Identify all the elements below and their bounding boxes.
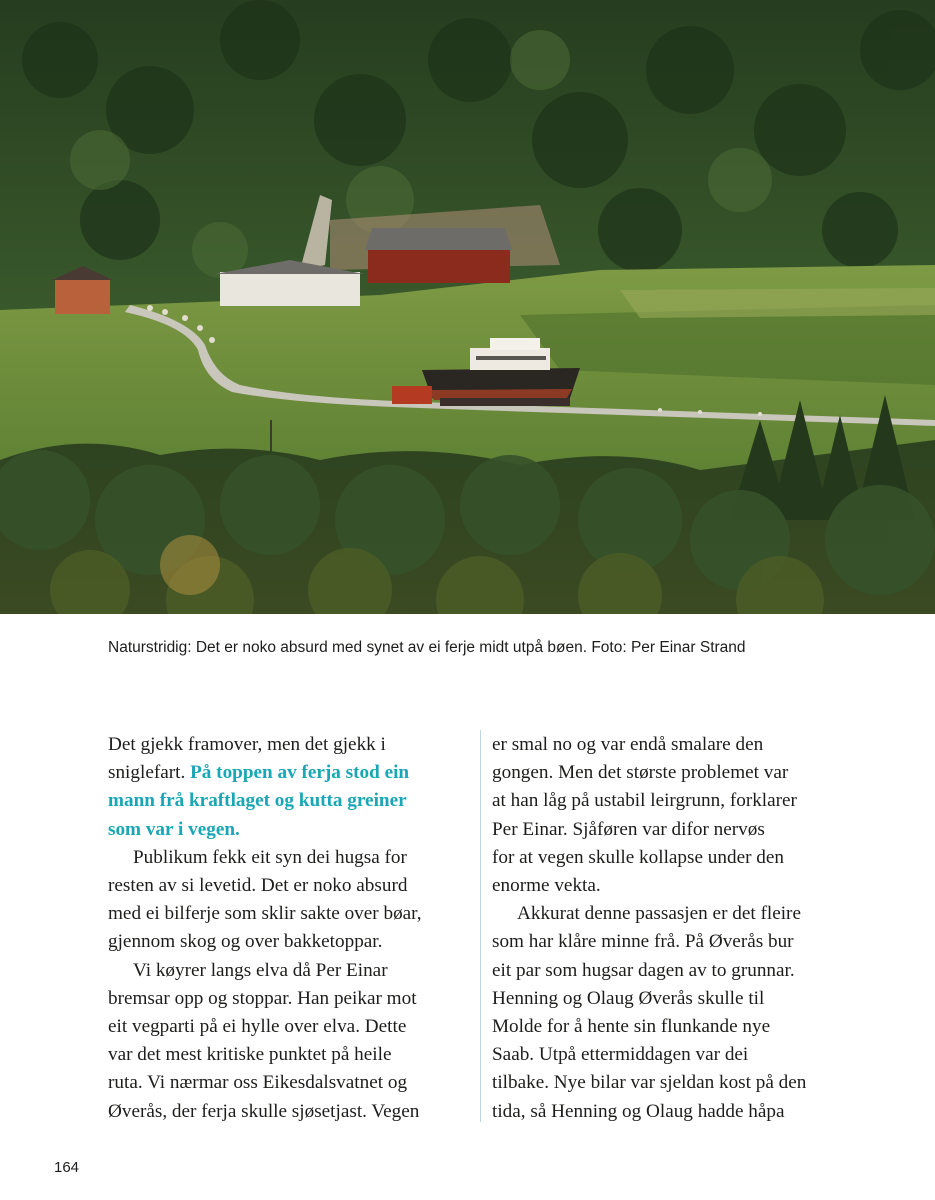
body-line: Vi køyrer langs elva då Per Einar [133,959,388,981]
pull-highlight: mann frå kraftlaget og kutta greiner [108,790,407,812]
body-line: Publikum fekk eit syn dei hugsa for [133,846,407,868]
body-line: resten av si levetid. Det er noko absurd [108,875,408,897]
body-line: Det gjekk framover, men det gjekk i [108,734,386,755]
white-house [220,272,360,306]
body-line: Øverås, der ferja skulle sjøsetjast. Vegen [108,1100,420,1122]
body-line: ruta. Vi nærmar oss Eikesdalsvatnet og [108,1072,408,1094]
body-line: enorme vekta. [492,875,601,897]
body-line: som har klåre minne frå. På Øverås bur [492,931,794,953]
body-line: gjennom skog og over bakketoppar. [108,931,383,953]
page-number: 164 [54,1159,80,1176]
body-line: Akkurat denne passasjen er det fleire [517,903,801,925]
body-line: tida, så Henning og Olaug hadde håpa [492,1100,785,1122]
body-line: eit vegparti på ei hylle over elva. Dette [108,1016,407,1038]
body-line: Henning og Olaug Øverås skulle til [492,987,765,1009]
body-line: Per Einar. Sjåføren var difor nervøs [492,818,765,840]
column-divider [480,730,481,1122]
body-line: gongen. Men det største problemet var [492,762,789,784]
body-line: er smal no og var endå smalare den [492,734,764,755]
body-line: var det mest kritiske punktet på heile [108,1044,392,1066]
red-barn [368,248,510,283]
body-line: Molde for å hente sin flunkande nye [492,1016,771,1038]
photo-caption: Naturstridig: Det er noko absurd med synet av ei ferje midt utpå bøen. Foto: Per Einar Strand [108,639,746,656]
body-line [108,759,470,787]
house-left [55,278,110,314]
body-line: med ei bilferje som sklir sakte over bøar, [108,903,422,925]
body-line: Saab. Utpå ettermiddagen var dei [492,1044,749,1066]
text-column-left [108,731,470,1126]
pull-highlight: som var i vegen. [108,818,240,840]
body-line: for at vegen skulle kollapse under den [492,846,784,868]
body-line: tilbake. Nye bilar var sjeldan kost på den [492,1072,807,1094]
text-column-right [492,731,862,1126]
pull-highlight: På toppen av ferja stod ein [190,762,410,784]
body-line: at han låg på ustabil leirgrunn, forklarer [492,790,797,812]
body-line: eit par som hugsar dagen av to grunnar. [492,959,795,981]
body-text: sniglefart. [108,762,191,784]
body-line: bremsar opp og stoppar. Han peikar mot [108,987,417,1009]
